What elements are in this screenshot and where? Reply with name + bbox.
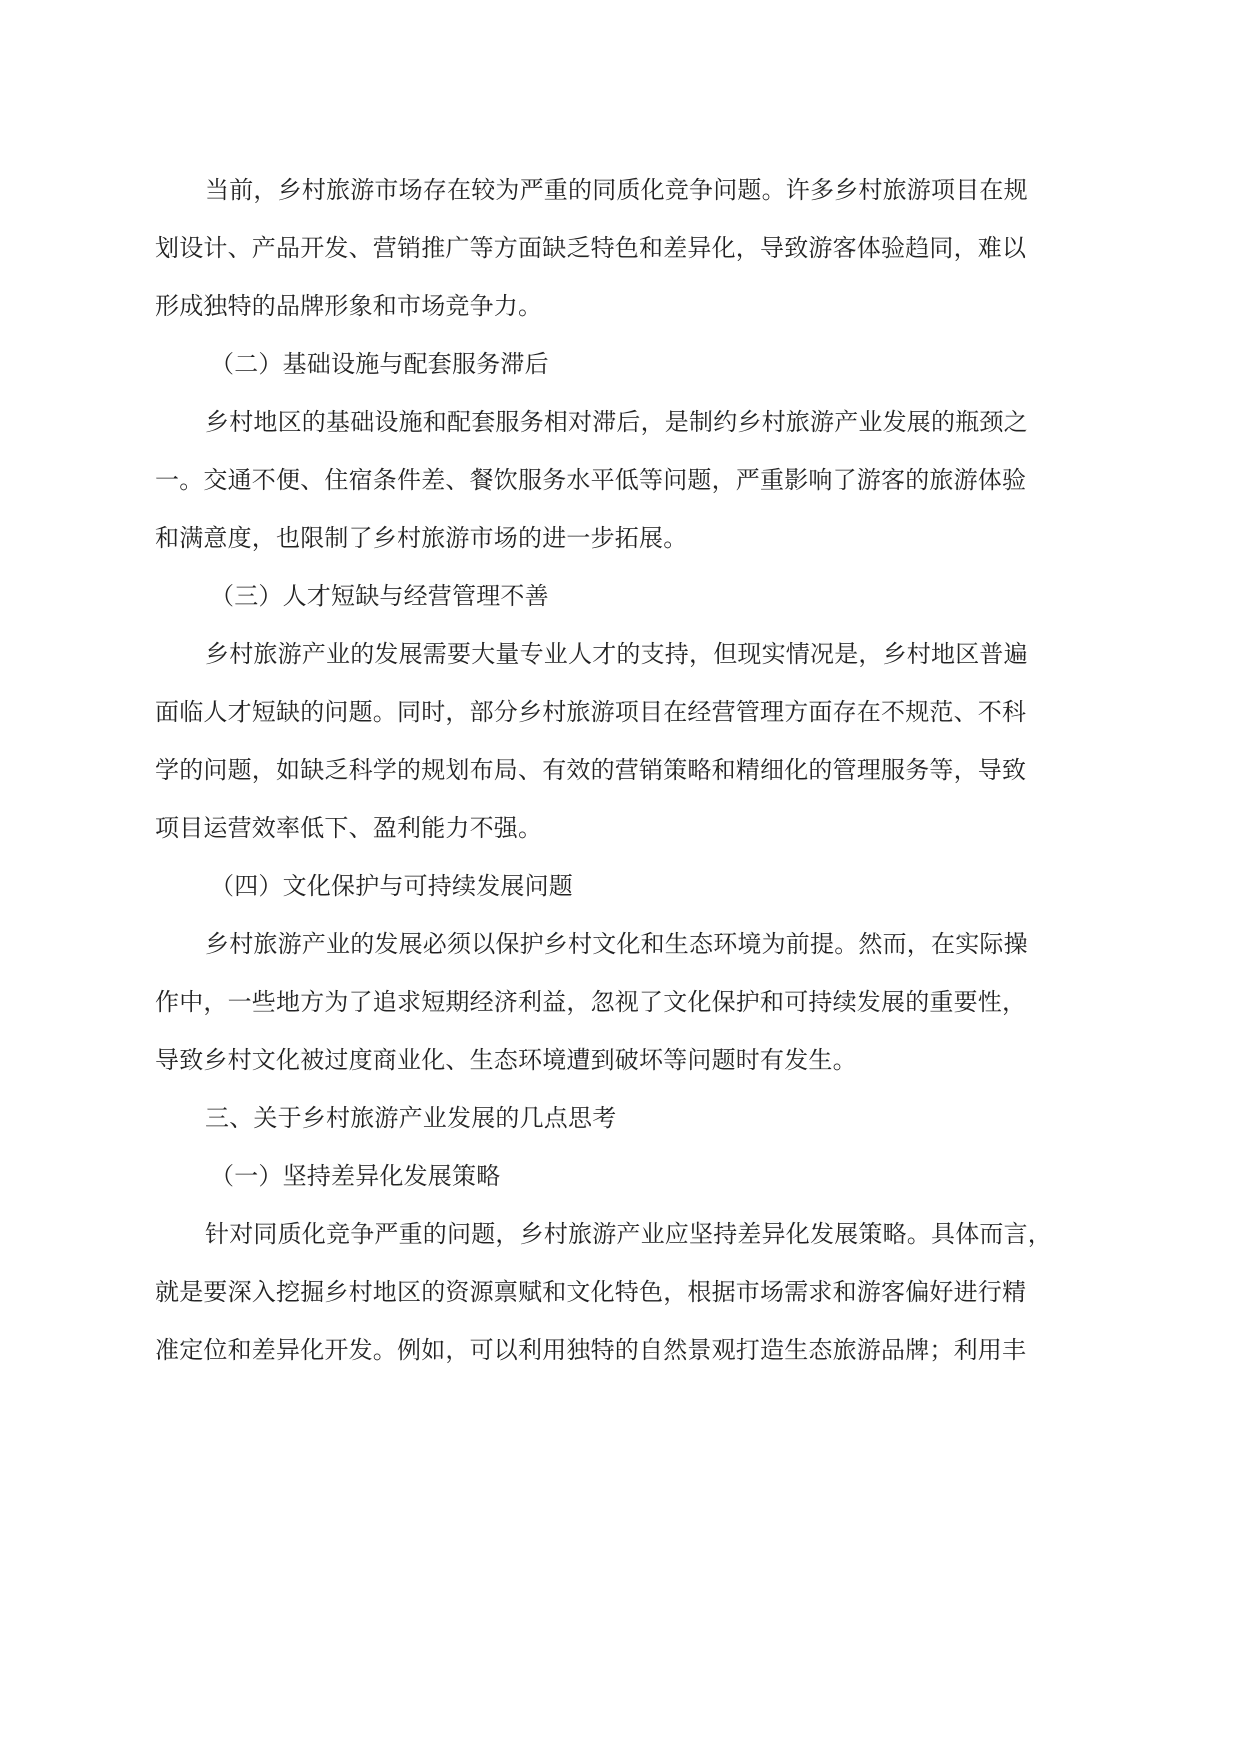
- paragraph-line: 准定位和差异化开发。例如，可以利用独特的自然景观打造生态旅游品牌；利用丰: [155, 1336, 1027, 1364]
- paragraph-line: 导致乡村文化被过度商业化、生态环境遭到破坏等问题时有发生。: [155, 1046, 857, 1074]
- paragraph-line: 作中，一些地方为了追求短期经济利益，忽视了文化保护和可持续发展的重要性，: [155, 988, 1027, 1016]
- subsection-heading: （一）坚持差异化发展策略: [210, 1162, 501, 1190]
- paragraph-line: 针对同质化竞争严重的问题，乡村旅游产业应坚持差异化发展策略。具体而言，: [205, 1220, 1052, 1248]
- paragraph-line: 学的问题，如缺乏科学的规划布局、有效的营销策略和精细化的管理服务等，导致: [155, 756, 1027, 784]
- paragraph-line: 面临人才短缺的问题。同时，部分乡村旅游项目在经营管理方面存在不规范、不科: [155, 698, 1027, 726]
- paragraph-line: 就是要深入挖掘乡村地区的资源禀赋和文化特色，根据市场需求和游客偏好进行精: [155, 1278, 1027, 1306]
- paragraph-line: 划设计、产品开发、营销推广等方面缺乏特色和差异化，导致游客体验趋同，难以: [155, 234, 1027, 262]
- subsection-heading: （三）人才短缺与经营管理不善: [210, 582, 549, 610]
- paragraph-line: 形成独特的品牌形象和市场竞争力。: [155, 292, 543, 320]
- paragraph-line: 乡村地区的基础设施和配套服务相对滞后，是制约乡村旅游产业发展的瓶颈之: [205, 408, 1028, 436]
- subsection-heading: （四）文化保护与可持续发展问题: [210, 872, 573, 900]
- section-heading: 三、关于乡村旅游产业发展的几点思考: [205, 1104, 617, 1132]
- subsection-heading: （二）基础设施与配套服务滞后: [210, 350, 549, 378]
- paragraph-line: 乡村旅游产业的发展需要大量专业人才的支持，但现实情况是，乡村地区普遍: [205, 640, 1028, 668]
- paragraph-line: 一。交通不便、住宿条件差、餐饮服务水平低等问题，严重影响了游客的旅游体验: [155, 466, 1027, 494]
- paragraph-line: 项目运营效率低下、盈利能力不强。: [155, 814, 543, 842]
- paragraph-line: 乡村旅游产业的发展必须以保护乡村文化和生态环境为前提。然而，在实际操: [205, 930, 1028, 958]
- paragraph-line: 和满意度，也限制了乡村旅游市场的进一步拓展。: [155, 524, 688, 552]
- paragraph-line: 当前，乡村旅游市场存在较为严重的同质化竞争问题。许多乡村旅游项目在规: [205, 176, 1028, 204]
